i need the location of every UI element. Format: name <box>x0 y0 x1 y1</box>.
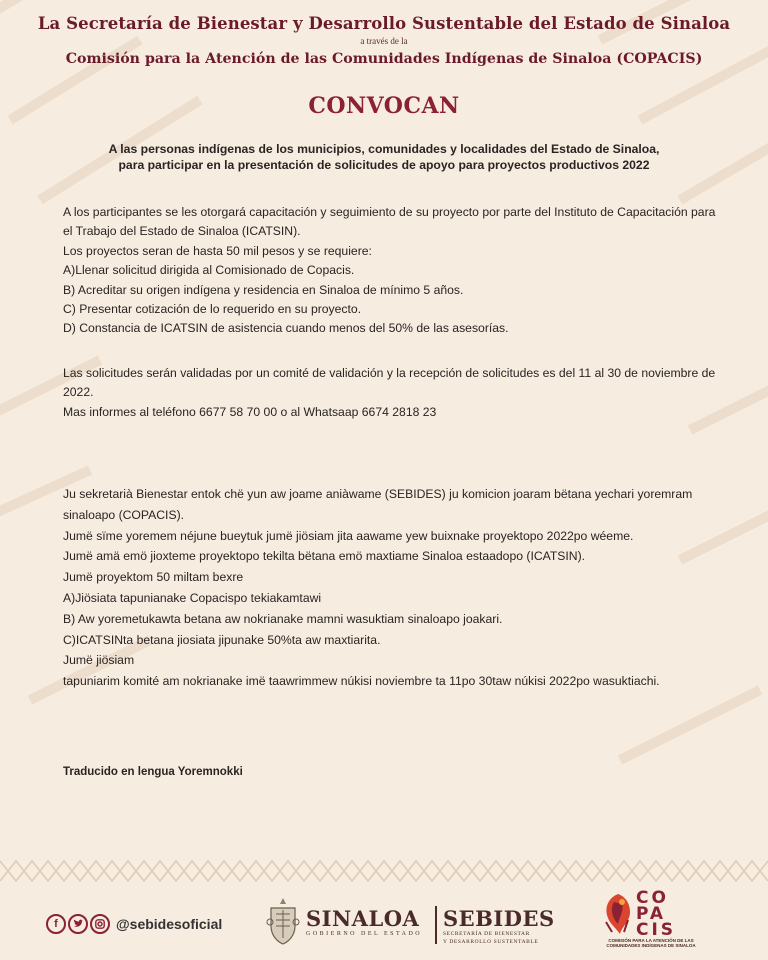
list-item: B) Acreditar su origen indígena y residencia en Sinaloa de mínimo 5 años. <box>63 282 464 297</box>
sebides-subtitle-1: SECRETARÍA DE BIENESTAR <box>443 931 530 937</box>
list-item: B) Aw yoremetukawta betana aw nokrianake mamni wasuktiam sinaloapo joakari. <box>63 611 503 626</box>
yoreme-translation <box>63 484 723 692</box>
intro-line-2: para participar en la presentación de solicitudes de apoyo para proyectos productivos 2022 <box>118 158 650 172</box>
copacis-emblem-icon <box>600 892 636 936</box>
sinaloa-subtitle: GOBIERNO DEL ESTADO <box>306 931 423 937</box>
list-item: A)Llenar solicitud dirigida al Comisionado de Copacis. <box>63 263 355 278</box>
issuer-title: La Secretaría de Bienestar y Desarrollo Sustentable del Estado de Sinaloa <box>37 14 731 33</box>
sinaloa-logo <box>306 908 422 937</box>
header <box>0 14 768 67</box>
sebides-logo <box>443 908 555 946</box>
copacis-subtitle <box>596 938 706 948</box>
twitter-icon[interactable] <box>68 914 88 934</box>
sinaloa-name: SINALOA <box>306 906 420 931</box>
logo-divider <box>435 906 437 944</box>
decorative-band <box>0 853 768 889</box>
paragraph: A los participantes se les otorgará capacitación y seguimiento de su proyecto por parte del Instituto de Capacitación para el Trabajo del Estado de Sinaloa (ICATSIN). <box>63 205 716 239</box>
spanish-requirements <box>63 203 723 339</box>
copacis-letters <box>636 890 676 938</box>
sebides-subtitle-2: Y DESARROLLO SUSTENTABLE <box>443 939 539 945</box>
translation-note: Traducido en lengua Yoremnokki <box>63 766 243 778</box>
via-text: a través de la <box>360 36 408 46</box>
convocan-heading: CONVOCAN <box>308 93 460 119</box>
instagram-icon[interactable] <box>90 914 110 934</box>
contact-info: Mas informes al teléfono 6677 58 70 00 o al Whatsaap 6674 2818 23 <box>63 404 437 419</box>
copacis-subtitle-line-2: COMUNIDADES INDÍGENAS DE SINALOA <box>606 943 696 948</box>
social-links <box>46 914 222 934</box>
list-item: C)ICATSINta betana jiosiata jipunake 50%ta aw maxtiarita. <box>63 632 381 647</box>
list-item: D) Constancia de ICATSIN de asistencia cuando menos del 50% de las asesorías. <box>63 321 509 336</box>
paragraph: Jumë sïme yoremem néjune bueytuk jumë jiösiam jita aawame yew buixnake proyektopo 2022po wéeme. <box>63 528 634 543</box>
paragraph: tapuniarim komité am nokrianake imë taawrimmew núkisi noviembre ta 11po 30taw núkisi 2022po wasuktiachi. <box>63 674 660 689</box>
paragraph: Ju sekretarià Bienestar entok chë yun aw joame aniàwame (SEBIDES) ju komicion joaram bëtana yechari yoremram sinaloapo (COPACIS). <box>63 487 693 522</box>
copacis-letters-line: CIS <box>636 920 677 940</box>
social-handle[interactable]: @sebidesoficial <box>116 916 223 932</box>
spanish-validation <box>63 364 723 422</box>
copacis-letters-line: CO <box>636 888 669 908</box>
copacis-logo <box>596 890 706 956</box>
paragraph: Los proyectos seran de hasta 50 mil pesos y se requiere: <box>63 243 372 258</box>
state-seal-icon <box>266 896 300 946</box>
paragraph: Las solicitudes serán validadas por un comité de validación y la recepción de solicitudes es del 11 al 30 de noviembre de 2022. <box>63 366 716 400</box>
facebook-icon[interactable]: f <box>46 914 66 934</box>
paragraph: Jumë proyektom 50 miltam bexre <box>63 570 244 585</box>
copacis-subtitle-line-1: COMISIÓN PARA LA ATENCIÓN DE LAS <box>608 938 694 943</box>
paragraph: Jumë amä emö jioxteme proyektopo tekilta bëtana emö maxtiame Sinaloa estaadopo (ICATSIN). <box>63 549 586 564</box>
list-item: A)Jiösiata tapunianake Copacispo tekiakamtawi <box>63 590 322 605</box>
intro-text <box>40 141 728 173</box>
list-item: C) Presentar cotización de lo requerido en su proyecto. <box>63 302 362 317</box>
footer <box>0 888 768 960</box>
intro-line-1: A las personas indígenas de los municipios, comunidades y localidades del Estado de Sinaloa, <box>108 142 660 156</box>
paragraph: Jumë jiösiam <box>63 653 135 668</box>
commission-title: Comisión para la Atención de las Comunidades Indígenas de Sinaloa (COPACIS) <box>65 51 703 67</box>
copacis-letters-line: PA <box>636 904 667 924</box>
sebides-name: SEBIDES <box>443 906 555 931</box>
